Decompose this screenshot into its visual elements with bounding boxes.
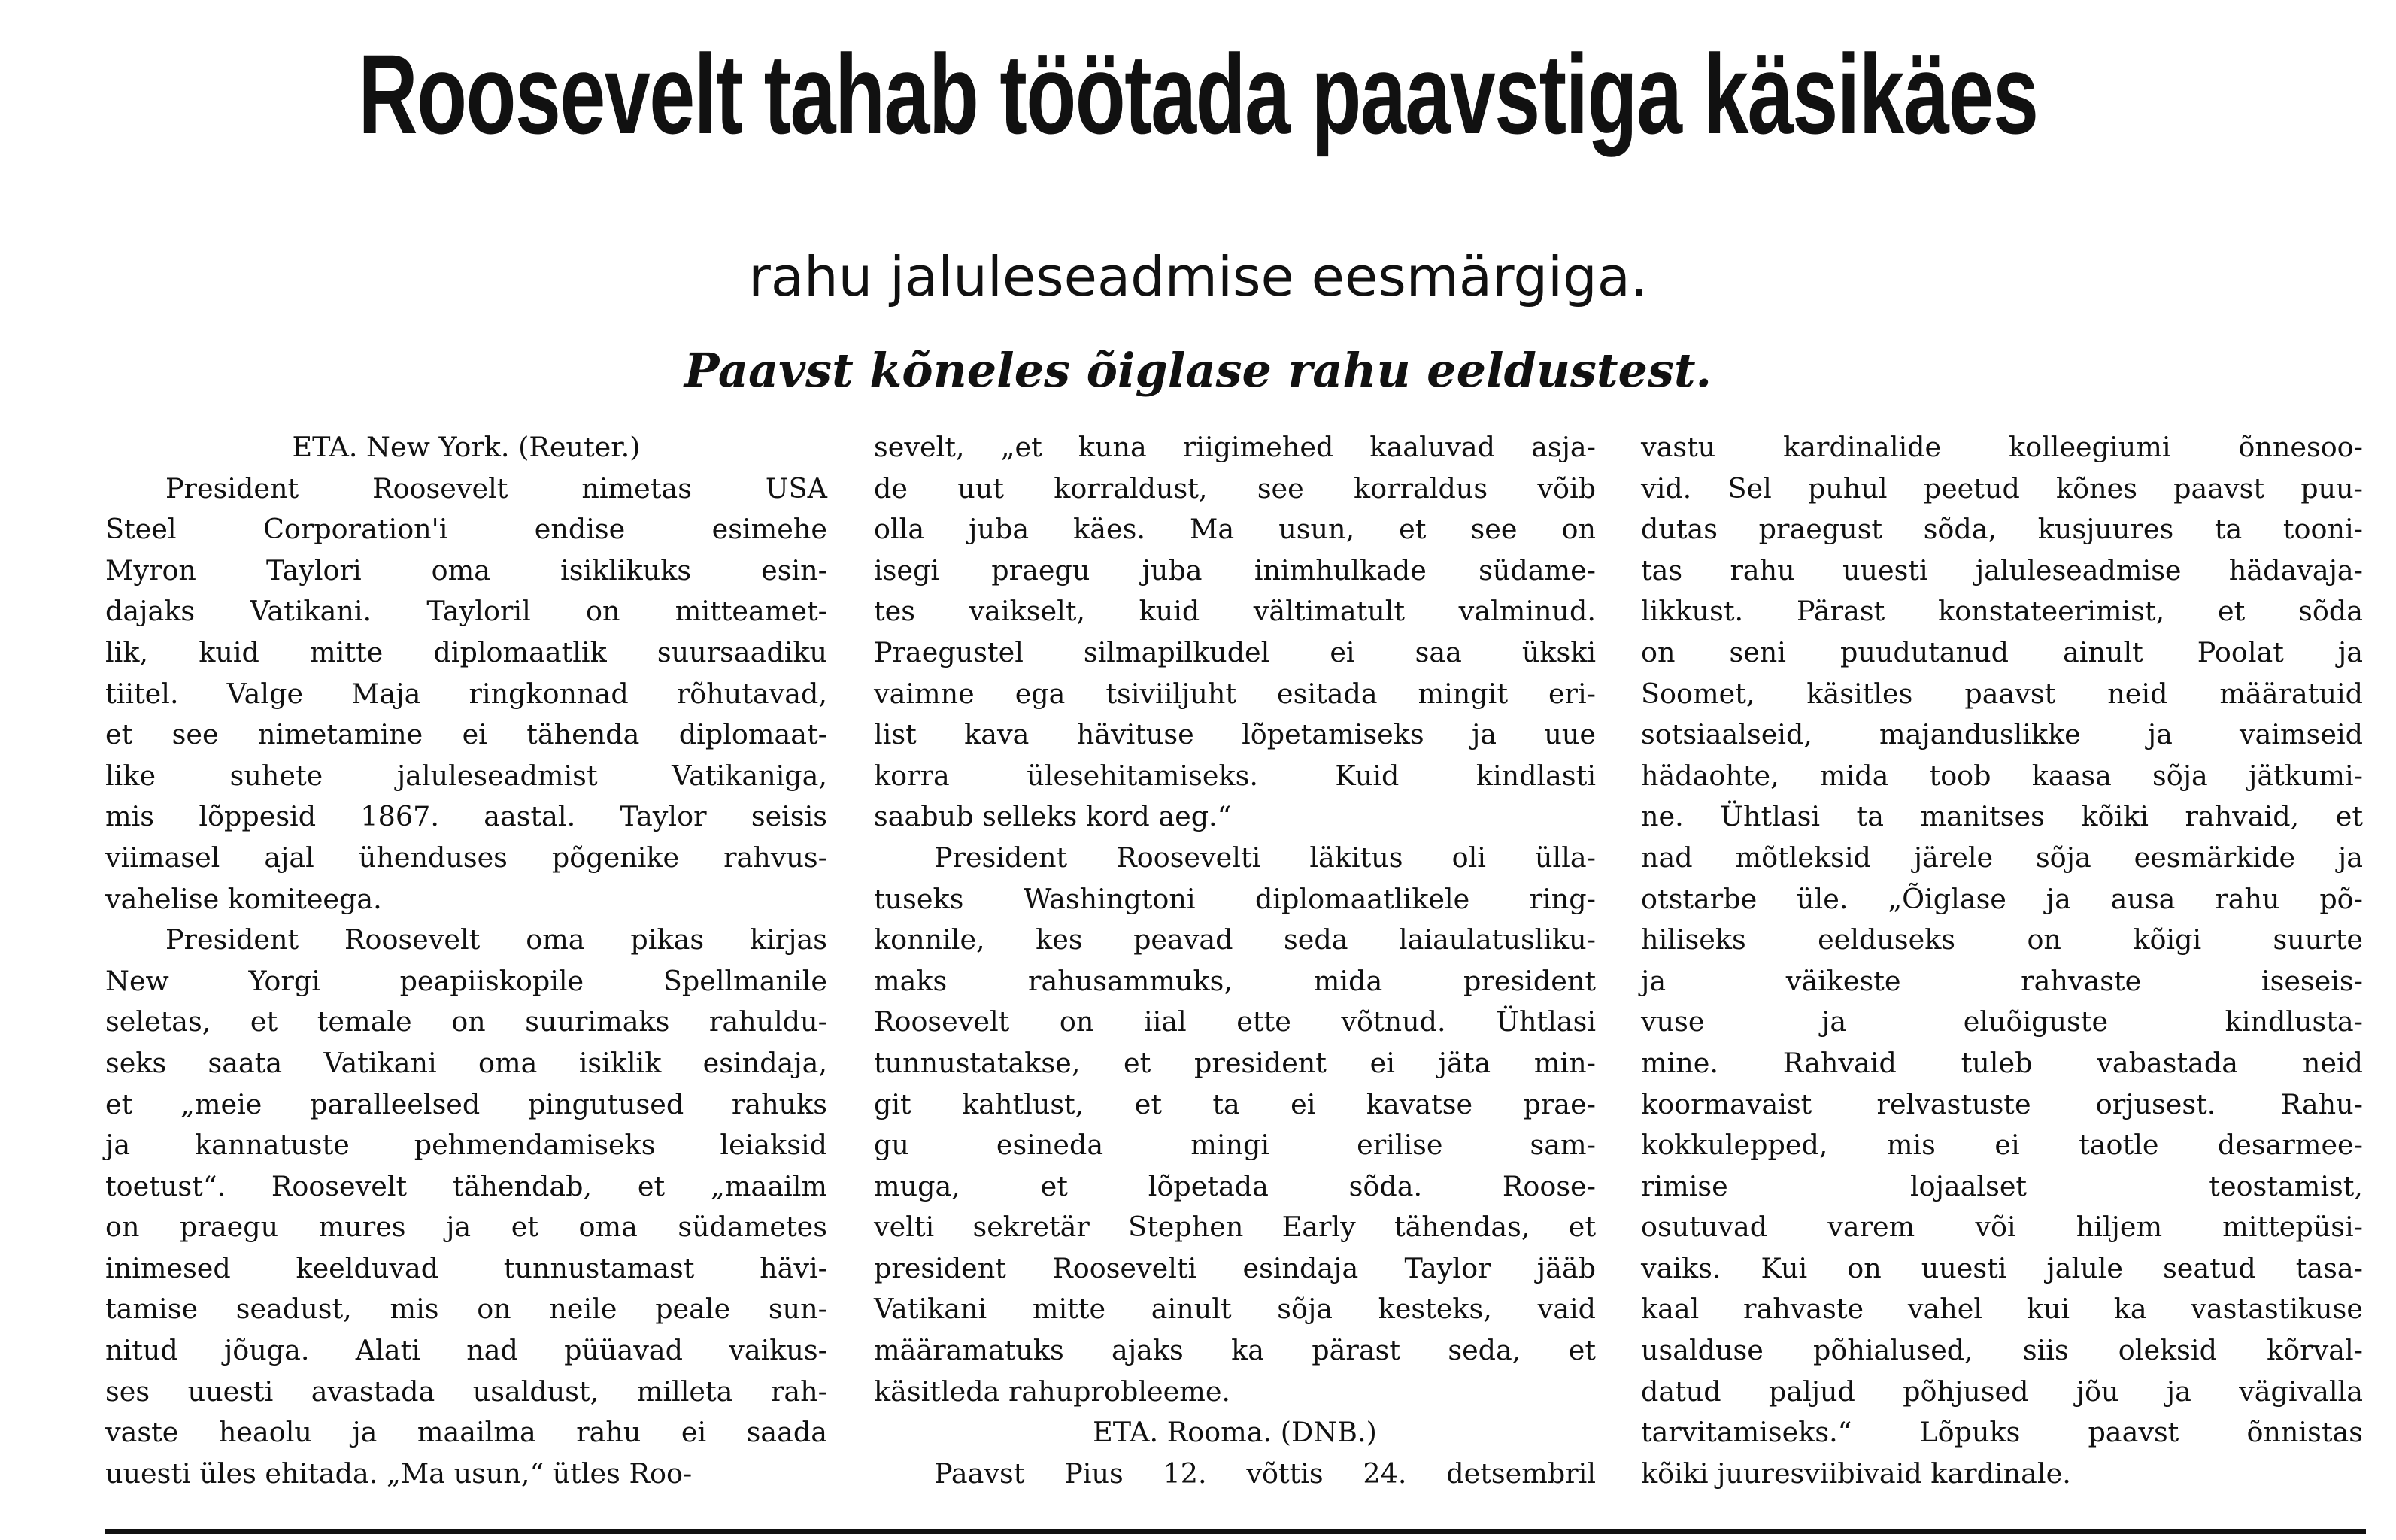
article-line: saabub selleks kord aeg.“: [874, 800, 1232, 833]
article-line: likkust. Pärast konstateerimist, et sõda: [1641, 595, 2363, 628]
article-line: tas rahu uuesti jaluleseadmise hädavaja-: [1641, 553, 2363, 587]
article-line: sevelt, „et kuna riigimehed kaaluvad asja-: [874, 431, 1596, 463]
article-line: kaal rahvaste vahel kui ka vastastikuse: [1641, 1293, 2363, 1326]
article-line: kõiki juuresviibivaid kardinale.: [1641, 1457, 2071, 1490]
article-line: lik, kuid mitte diplomaatlik suursaadiku: [105, 635, 827, 668]
article-line: usalduse põhialused, siis oleksid kõrval-: [1641, 1334, 2363, 1367]
headline: Roosevelt tahab töötada paavstiga käsikäes: [358, 31, 2038, 157]
article-line: olla juba käes. Ma usun, et see on: [874, 513, 1596, 546]
article-line: et see nimetamine ei tähenda diplomaat-: [105, 718, 827, 751]
article-line: vaste heaolu ja maailma rahu ei saada: [105, 1416, 827, 1449]
article-line: ses uuesti avastada usaldust, milleta rah-: [105, 1375, 827, 1408]
article-line: ja kannatuste pehmendamiseks leiaksid: [105, 1129, 827, 1162]
article-line: otstarbe üle. „Õiglase ja ausa rahu põ-: [1641, 882, 2363, 915]
article-line: käsitleda rahuprobleeme.: [874, 1375, 1231, 1408]
article-line: Steel Corporation'i endise esimehe: [105, 513, 827, 546]
article-line: president Roosevelti esindaja Taylor jääb: [874, 1251, 1596, 1284]
article-line: mine. Rahvaid tuleb vabastada neid: [1641, 1046, 2363, 1079]
article-line: koormavaist relvastuste orjusest. Rahu-: [1641, 1087, 2363, 1120]
article-line: Myron Taylori oma isiklikuks esin-: [105, 553, 827, 587]
article-line: vastu kardinalide kolleegiumi õnnesoo-: [1641, 431, 2363, 463]
article-line: mis lõppesid 1867. aastal. Taylor seisis: [105, 800, 827, 833]
article-line: vuse ja eluõiguste kindlusta-: [1641, 1005, 2363, 1038]
article-line: muga, et lõpetada sõda. Roose-: [874, 1169, 1596, 1202]
article-line: viimasel ajal ühenduses põgenike rahvus-: [105, 841, 827, 874]
article-line: tunnustatakse, et president ei jäta min-: [874, 1046, 1596, 1079]
subheadline: rahu jaluleseadmise eesmärgiga.: [748, 245, 1648, 308]
article-line: dutas praegust sõda, kusjuures ta tooni-: [1641, 513, 2363, 546]
article-line: New Yorgi peapiiskopile Spellmanile: [105, 964, 827, 997]
article-line: kokkulepped, mis ei taotle desarmee-: [1641, 1129, 2363, 1162]
article-line: vahelise komiteega.: [105, 882, 382, 915]
article-line: tes vaikselt, kuid vältimatult valminud.: [874, 595, 1596, 628]
article-line: like suhete jaluleseadmist Vatikaniga,: [105, 759, 827, 792]
article-line: President Roosevelt nimetas USA: [165, 471, 827, 505]
article-line: sotsiaalseid, majanduslikke ja vaimseid: [1641, 718, 2363, 751]
article-line: vaimne ega tsiviiljuht esitada mingit eri-: [874, 677, 1596, 710]
article-line: datud paljud põhjused jõu ja vägivalla: [1641, 1375, 2363, 1408]
article-line: toetust“. Roosevelt tähendab, et „maailm: [105, 1169, 827, 1202]
article-line: tuseks Washingtoni diplomaatlikele ring-: [874, 882, 1596, 915]
kicker: Paavst kõneles õiglase rahu eeldustest.: [684, 343, 1712, 398]
article-line: et „meie paralleelsed pingutused rahuks: [105, 1087, 827, 1120]
article-line: uuesti üles ehitada. „Ma usun,“ ütles Roo-: [105, 1457, 693, 1490]
article-line: seletas, et temale on suurimaks rahuldu-: [105, 1005, 827, 1038]
article-line: Vatikani mitte ainult sõja kesteks, vaid: [874, 1293, 1596, 1326]
article-line: korra ülesehitamiseks. Kuid kindlasti: [874, 759, 1596, 792]
article-line: on praegu mures ja et oma südametes: [105, 1211, 827, 1244]
article-line: rimise lojaalset teostamist,: [1641, 1169, 2363, 1202]
article-line: dajaks Vatikani. Tayloril on mitteamet-: [105, 595, 827, 628]
article-column-2: [874, 427, 1596, 1494]
article-line: ETA. New York. (Reuter.): [292, 431, 641, 463]
article-column-1: [105, 427, 827, 1494]
article-line: nad mõtleksid järele sõja eesmärkide ja: [1641, 841, 2363, 874]
article-line: de uut korraldust, see korraldus võib: [874, 471, 1596, 505]
article-line: seks saata Vatikani oma isiklik esindaja,: [105, 1046, 827, 1079]
article-line: hiliseks eelduseks on kõigi suurte: [1641, 923, 2363, 956]
article-line: tamise seadust, mis on neile peale sun-: [105, 1293, 827, 1326]
article-line: tarvitamiseks.“ Lõpuks paavst õnnistas: [1641, 1416, 2363, 1449]
article-line: tiitel. Valge Maja ringkonnad rõhutavad,: [105, 677, 827, 710]
article-line: osutuvad varem või hiljem mittepüsi-: [1641, 1211, 2363, 1244]
article-line: Praegustel silmapilkudel ei saa ükski: [874, 635, 1596, 668]
article-line: on seni puudutanud ainult Poolat ja: [1641, 635, 2363, 668]
article-line: maks rahusammuks, mida president: [874, 964, 1596, 997]
article-line: git kahtlust, et ta ei kavatse prae-: [874, 1087, 1596, 1120]
article-line: hädaohte, mida toob kaasa sõja jätkumi-: [1641, 759, 2363, 792]
article-line: ja väikeste rahvaste iseseis-: [1641, 964, 2363, 997]
article-line: ne. Ühtlasi ta manitses kõiki rahvaid, et: [1641, 800, 2363, 833]
article-line: gu esineda mingi erilise sam-: [874, 1129, 1596, 1162]
article-line: Roosevelt on iial ette võtnud. Ühtlasi: [874, 1005, 1596, 1038]
article-line: ETA. Rooma. (DNB.): [1093, 1416, 1377, 1449]
bottom-rule: [105, 1529, 2366, 1534]
article-column-3: [1641, 427, 2363, 1494]
article-line: nitud jõuga. Alati nad püüavad vaikus-: [105, 1334, 827, 1367]
article-line: President Roosevelt oma pikas kirjas: [165, 923, 827, 956]
article-line: list kava hävituse lõpetamiseks ja uue: [874, 718, 1596, 751]
article-line: President Roosevelti läkitus oli üllа-: [934, 841, 1596, 874]
article-line: Paavst Pius 12. võttis 24. detsembril: [934, 1457, 1596, 1490]
article-line: vid. Sel puhul peetud kõnes paavst puu-: [1641, 471, 2363, 505]
article-line: määramatuks ajaks ka pärast seda, et: [874, 1334, 1596, 1367]
article-line: velti sekretär Stephen Early tähendas, et: [874, 1211, 1596, 1244]
article-line: vaiks. Kui on uuesti jalule seatud tasa-: [1641, 1251, 2363, 1284]
article-line: isegi praegu juba inimhulkade südame-: [874, 553, 1596, 587]
article-line: Soomet, käsitles paavst neid määratuid: [1641, 677, 2363, 710]
article-line: inimesed keelduvad tunnustamast hävi-: [105, 1251, 827, 1284]
article-line: konnile, kes peavad seda laiaulatusliku-: [874, 923, 1596, 956]
